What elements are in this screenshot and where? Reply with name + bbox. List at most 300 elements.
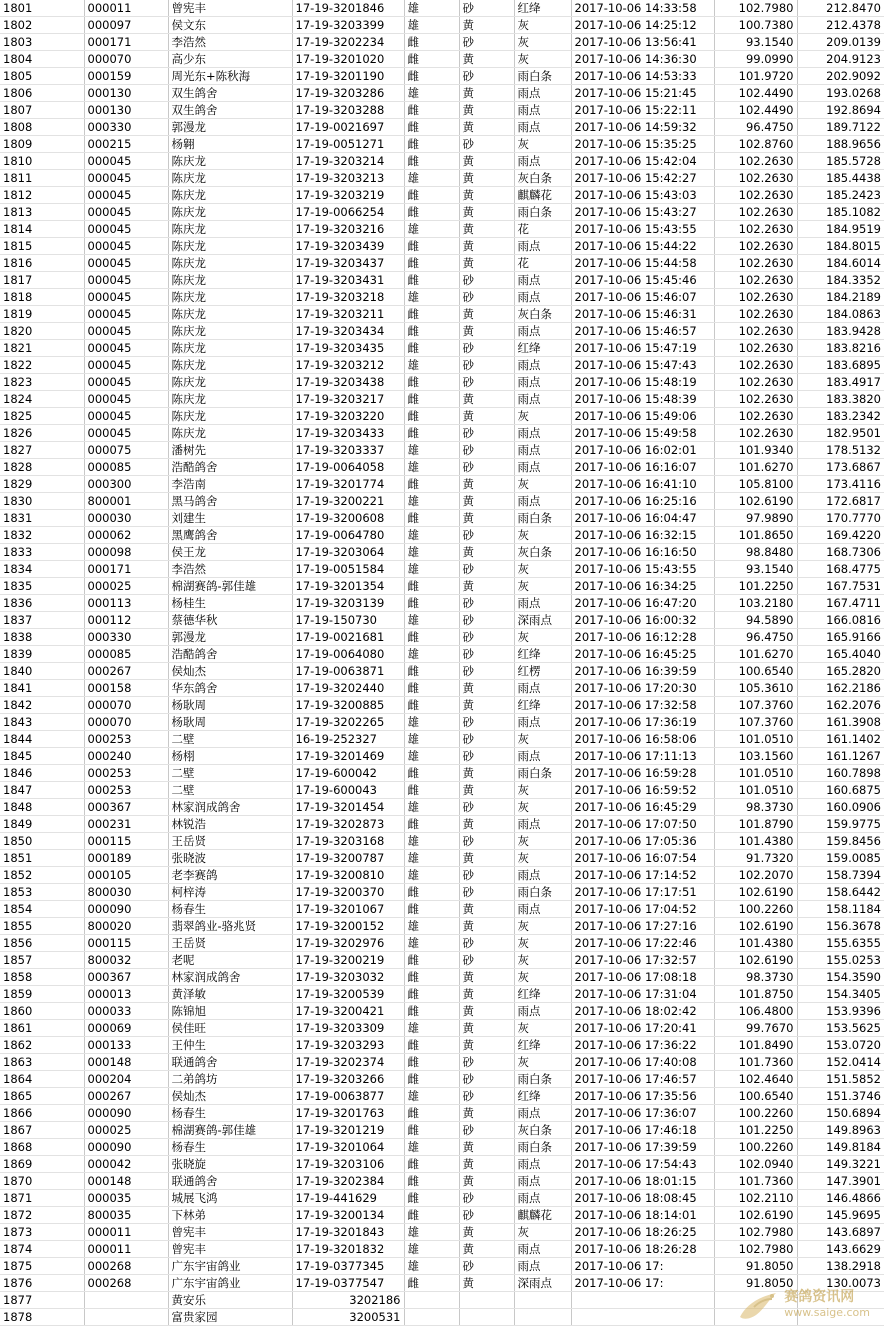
sex-cell: 雌 xyxy=(404,391,459,408)
member-id-cell: 000045 xyxy=(84,306,168,323)
eye-cell xyxy=(459,1292,514,1309)
eye-cell: 砂 xyxy=(459,595,514,612)
arrival-time-cell: 2017-10-06 18:26:25 xyxy=(571,1224,714,1241)
distance-cell: 102.2630 xyxy=(714,408,797,425)
distance-cell xyxy=(714,1292,797,1309)
rank-cell: 1809 xyxy=(0,136,84,153)
ring-number-cell: 17-19-3203438 xyxy=(292,374,404,391)
member-id-cell: 000035 xyxy=(84,1190,168,1207)
rank-cell: 1842 xyxy=(0,697,84,714)
owner-name-cell: 李浩南 xyxy=(168,476,292,493)
sex-cell: 雌 xyxy=(404,153,459,170)
arrival-time-cell: 2017-10-06 15:46:07 xyxy=(571,289,714,306)
eye-cell: 砂 xyxy=(459,68,514,85)
ring-number-cell: 17-19-3201190 xyxy=(292,68,404,85)
table-row xyxy=(0,374,884,391)
speed-cell: 183.9428 xyxy=(797,323,884,340)
eye-cell: 砂 xyxy=(459,714,514,731)
member-id-cell: 000090 xyxy=(84,1139,168,1156)
owner-name-cell: 刘建生 xyxy=(168,510,292,527)
arrival-time-cell: 2017-10-06 16:41:10 xyxy=(571,476,714,493)
feather-color-cell: 红绛 xyxy=(514,697,571,714)
sex-cell: 雌 xyxy=(404,884,459,901)
rank-cell: 1862 xyxy=(0,1037,84,1054)
feather-color-cell: 灰 xyxy=(514,1224,571,1241)
ring-number-cell: 17-19-3203286 xyxy=(292,85,404,102)
sex-cell: 雌 xyxy=(404,782,459,799)
distance-cell: 101.8650 xyxy=(714,527,797,544)
speed-cell: 153.9396 xyxy=(797,1003,884,1020)
feather-color-cell: 花 xyxy=(514,221,571,238)
speed-cell: 138.2918 xyxy=(797,1258,884,1275)
owner-name-cell: 杨耿周 xyxy=(168,697,292,714)
table-row xyxy=(0,1241,884,1258)
feather-color-cell: 雨点 xyxy=(514,714,571,731)
ring-number-cell: 17-19-3203293 xyxy=(292,1037,404,1054)
eye-cell: 黄 xyxy=(459,850,514,867)
distance-cell: 100.2260 xyxy=(714,901,797,918)
arrival-time-cell: 2017-10-06 16:58:06 xyxy=(571,731,714,748)
member-id-cell xyxy=(84,1292,168,1309)
owner-name-cell: 柯梓涛 xyxy=(168,884,292,901)
owner-name-cell: 陈庆龙 xyxy=(168,238,292,255)
member-id-cell: 000011 xyxy=(84,0,168,17)
rank-cell: 1840 xyxy=(0,663,84,680)
sex-cell: 雌 xyxy=(404,680,459,697)
rank-cell: 1801 xyxy=(0,0,84,17)
speed-cell: 212.8470 xyxy=(797,0,884,17)
ring-number-cell: 17-19-3203211 xyxy=(292,306,404,323)
arrival-time-cell: 2017-10-06 18:26:28 xyxy=(571,1241,714,1258)
table-row xyxy=(0,238,884,255)
table-row xyxy=(0,1224,884,1241)
sex-cell: 雌 xyxy=(404,340,459,357)
member-id-cell: 000130 xyxy=(84,85,168,102)
owner-name-cell: 棉湖赛鸽-郭佳雄 xyxy=(168,578,292,595)
distance-cell: 98.3730 xyxy=(714,799,797,816)
eye-cell: 砂 xyxy=(459,833,514,850)
arrival-time-cell: 2017-10-06 15:21:45 xyxy=(571,85,714,102)
owner-name-cell: 陈庆龙 xyxy=(168,204,292,221)
distance-cell: 102.7980 xyxy=(714,1224,797,1241)
arrival-time-cell: 2017-10-06 16:16:07 xyxy=(571,459,714,476)
rank-cell: 1826 xyxy=(0,425,84,442)
sex-cell: 雌 xyxy=(404,697,459,714)
member-id-cell: 000098 xyxy=(84,544,168,561)
member-id-cell: 000045 xyxy=(84,187,168,204)
owner-name-cell: 陈庆龙 xyxy=(168,306,292,323)
owner-name-cell: 陈庆龙 xyxy=(168,374,292,391)
member-id-cell: 000030 xyxy=(84,510,168,527)
feather-color-cell: 红楞 xyxy=(514,663,571,680)
distance-cell: 102.2630 xyxy=(714,323,797,340)
eye-cell: 砂 xyxy=(459,1054,514,1071)
feather-color-cell: 灰 xyxy=(514,731,571,748)
rank-cell: 1863 xyxy=(0,1054,84,1071)
ring-number-cell: 17-19-3202384 xyxy=(292,1173,404,1190)
owner-name-cell: 蔡德华秋 xyxy=(168,612,292,629)
owner-name-cell: 王仲生 xyxy=(168,1037,292,1054)
ring-number-cell: 17-19-3201846 xyxy=(292,0,404,17)
rank-cell: 1808 xyxy=(0,119,84,136)
rank-cell: 1864 xyxy=(0,1071,84,1088)
ring-number-cell: 17-19-3203434 xyxy=(292,323,404,340)
table-row xyxy=(0,1275,884,1292)
arrival-time-cell: 2017-10-06 15:49:06 xyxy=(571,408,714,425)
speed-cell: 183.2342 xyxy=(797,408,884,425)
feather-color-cell: 深雨点 xyxy=(514,612,571,629)
arrival-time-cell: 2017-10-06 15:44:22 xyxy=(571,238,714,255)
table-row xyxy=(0,697,884,714)
rank-cell: 1813 xyxy=(0,204,84,221)
speed-cell: 173.6867 xyxy=(797,459,884,476)
member-id-cell: 000330 xyxy=(84,119,168,136)
member-id-cell: 000112 xyxy=(84,612,168,629)
speed-cell: 143.6629 xyxy=(797,1241,884,1258)
table-row xyxy=(0,1003,884,1020)
rank-cell: 1844 xyxy=(0,731,84,748)
member-id-cell: 000045 xyxy=(84,374,168,391)
table-row xyxy=(0,816,884,833)
arrival-time-cell: 2017-10-06 17:22:46 xyxy=(571,935,714,952)
arrival-time-cell: 2017-10-06 16:00:32 xyxy=(571,612,714,629)
ring-number-cell: 17-19-3200810 xyxy=(292,867,404,884)
feather-color-cell: 雨点 xyxy=(514,289,571,306)
sex-cell: 雌 xyxy=(404,1207,459,1224)
owner-name-cell: 侯佳旺 xyxy=(168,1020,292,1037)
ring-number-cell: 17-19-3203106 xyxy=(292,1156,404,1173)
eye-cell: 黄 xyxy=(459,153,514,170)
table-row xyxy=(0,595,884,612)
speed-cell: 151.3746 xyxy=(797,1088,884,1105)
arrival-time-cell: 2017-10-06 18:02:42 xyxy=(571,1003,714,1020)
eye-cell: 黄 xyxy=(459,1003,514,1020)
table-row xyxy=(0,1173,884,1190)
feather-color-cell: 雨点 xyxy=(514,357,571,374)
feather-color-cell: 雨点 xyxy=(514,442,571,459)
feather-color-cell: 雨点 xyxy=(514,323,571,340)
rank-cell: 1816 xyxy=(0,255,84,272)
member-id-cell: 000045 xyxy=(84,255,168,272)
sex-cell: 雌 xyxy=(404,1156,459,1173)
eye-cell: 黄 xyxy=(459,1037,514,1054)
arrival-time-cell: 2017-10-06 14:33:58 xyxy=(571,0,714,17)
table-row xyxy=(0,255,884,272)
owner-name-cell: 陈庆龙 xyxy=(168,357,292,374)
arrival-time-cell: 2017-10-06 15:22:11 xyxy=(571,102,714,119)
rank-cell: 1825 xyxy=(0,408,84,425)
eye-cell: 黄 xyxy=(459,765,514,782)
sex-cell: 雄 xyxy=(404,544,459,561)
speed-cell: 165.9166 xyxy=(797,629,884,646)
arrival-time-cell: 2017-10-06 16:45:25 xyxy=(571,646,714,663)
ring-number-cell: 17-19-0063877 xyxy=(292,1088,404,1105)
distance-cell: 102.2630 xyxy=(714,170,797,187)
ring-number-cell: 17-19-3201843 xyxy=(292,1224,404,1241)
owner-name-cell: 联通鸽舍 xyxy=(168,1173,292,1190)
feather-color-cell: 雨点 xyxy=(514,425,571,442)
owner-name-cell: 杨春生 xyxy=(168,901,292,918)
owner-name-cell: 陈锦旭 xyxy=(168,1003,292,1020)
arrival-time-cell: 2017-10-06 17:17:51 xyxy=(571,884,714,901)
ring-number-cell: 17-19-3200608 xyxy=(292,510,404,527)
member-id-cell: 000267 xyxy=(84,1088,168,1105)
sex-cell: 雌 xyxy=(404,629,459,646)
rank-cell: 1811 xyxy=(0,170,84,187)
sex-cell: 雄 xyxy=(404,833,459,850)
distance-cell: 101.2250 xyxy=(714,578,797,595)
ring-number-cell: 17-19-3200219 xyxy=(292,952,404,969)
speed-cell: 158.6442 xyxy=(797,884,884,901)
table-row xyxy=(0,714,884,731)
eye-cell: 砂 xyxy=(459,357,514,374)
sex-cell: 雌 xyxy=(404,323,459,340)
member-id-cell: 000115 xyxy=(84,935,168,952)
feather-color-cell: 灰 xyxy=(514,833,571,850)
sex-cell: 雄 xyxy=(404,1224,459,1241)
table-row xyxy=(0,1156,884,1173)
member-id-cell: 000159 xyxy=(84,68,168,85)
ring-number-cell: 17-19-3201454 xyxy=(292,799,404,816)
sex-cell: 雄 xyxy=(404,1020,459,1037)
speed-cell: 130.0073 xyxy=(797,1275,884,1292)
member-id-cell: 000070 xyxy=(84,697,168,714)
ring-number-cell: 17-19-3203064 xyxy=(292,544,404,561)
ring-number-cell: 17-19-441629 xyxy=(292,1190,404,1207)
rank-cell: 1870 xyxy=(0,1173,84,1190)
sex-cell: 雌 xyxy=(404,1275,459,1292)
feather-color-cell: 灰 xyxy=(514,476,571,493)
sex-cell: 雄 xyxy=(404,918,459,935)
member-id-cell: 000115 xyxy=(84,833,168,850)
owner-name-cell: 陈庆龙 xyxy=(168,323,292,340)
member-id-cell: 000033 xyxy=(84,1003,168,1020)
table-row xyxy=(0,459,884,476)
arrival-time-cell: 2017-10-06 15:43:55 xyxy=(571,561,714,578)
arrival-time-cell: 2017-10-06 16:07:54 xyxy=(571,850,714,867)
speed-cell: 143.6897 xyxy=(797,1224,884,1241)
eye-cell: 黄 xyxy=(459,1275,514,1292)
owner-name-cell: 杨春生 xyxy=(168,1139,292,1156)
ring-number-cell: 17-19-3200370 xyxy=(292,884,404,901)
ring-number-cell: 3200531 xyxy=(292,1309,404,1326)
eye-cell: 黄 xyxy=(459,119,514,136)
rank-cell: 1847 xyxy=(0,782,84,799)
eye-cell: 砂 xyxy=(459,1122,514,1139)
table-row xyxy=(0,544,884,561)
table-row xyxy=(0,561,884,578)
arrival-time-cell: 2017-10-06 16:32:15 xyxy=(571,527,714,544)
distance-cell: 98.8480 xyxy=(714,544,797,561)
eye-cell: 黄 xyxy=(459,1173,514,1190)
member-id-cell: 000113 xyxy=(84,595,168,612)
rank-cell: 1829 xyxy=(0,476,84,493)
sex-cell: 雌 xyxy=(404,1037,459,1054)
feather-color-cell: 花 xyxy=(514,255,571,272)
table-row xyxy=(0,748,884,765)
owner-name-cell: 双生鸽舍 xyxy=(168,85,292,102)
distance-cell: 107.3760 xyxy=(714,697,797,714)
speed-cell: 154.3590 xyxy=(797,969,884,986)
speed-cell: 165.4040 xyxy=(797,646,884,663)
feather-color-cell: 灰 xyxy=(514,561,571,578)
ring-number-cell: 3202186 xyxy=(292,1292,404,1309)
speed-cell xyxy=(797,1309,884,1326)
feather-color-cell: 红绛 xyxy=(514,1037,571,1054)
speed-cell: 178.5132 xyxy=(797,442,884,459)
sex-cell: 雌 xyxy=(404,1054,459,1071)
member-id-cell: 000148 xyxy=(84,1173,168,1190)
distance-cell: 93.1540 xyxy=(714,561,797,578)
eye-cell: 砂 xyxy=(459,289,514,306)
eye-cell: 黄 xyxy=(459,204,514,221)
member-id-cell: 000013 xyxy=(84,986,168,1003)
member-id-cell: 000045 xyxy=(84,221,168,238)
sex-cell: 雄 xyxy=(404,799,459,816)
ring-number-cell: 17-19-3203214 xyxy=(292,153,404,170)
distance-cell: 102.4490 xyxy=(714,102,797,119)
table-row xyxy=(0,17,884,34)
table-row xyxy=(0,136,884,153)
eye-cell: 黄 xyxy=(459,901,514,918)
owner-name-cell: 浩酷鸽舍 xyxy=(168,459,292,476)
speed-cell: 146.4866 xyxy=(797,1190,884,1207)
member-id-cell: 000075 xyxy=(84,442,168,459)
speed-cell: 185.5728 xyxy=(797,153,884,170)
eye-cell: 砂 xyxy=(459,884,514,901)
sex-cell: 雌 xyxy=(404,255,459,272)
table-row xyxy=(0,1054,884,1071)
eye-cell: 砂 xyxy=(459,867,514,884)
ring-number-cell: 17-19-3201469 xyxy=(292,748,404,765)
member-id-cell: 000090 xyxy=(84,901,168,918)
arrival-time-cell: 2017-10-06 17:20:41 xyxy=(571,1020,714,1037)
owner-name-cell: 陈庆龙 xyxy=(168,170,292,187)
speed-cell: 159.0085 xyxy=(797,850,884,867)
rank-cell: 1875 xyxy=(0,1258,84,1275)
arrival-time-cell: 2017-10-06 15:48:19 xyxy=(571,374,714,391)
member-id-cell: 000069 xyxy=(84,1020,168,1037)
owner-name-cell: 陈庆龙 xyxy=(168,221,292,238)
member-id-cell: 000045 xyxy=(84,323,168,340)
distance-cell: 102.7980 xyxy=(714,1241,797,1258)
rank-cell: 1830 xyxy=(0,493,84,510)
speed-cell: 192.8694 xyxy=(797,102,884,119)
rank-cell: 1874 xyxy=(0,1241,84,1258)
member-id-cell: 000148 xyxy=(84,1054,168,1071)
arrival-time-cell: 2017-10-06 17:46:57 xyxy=(571,1071,714,1088)
member-id-cell: 800001 xyxy=(84,493,168,510)
table-row xyxy=(0,918,884,935)
rank-cell: 1835 xyxy=(0,578,84,595)
ring-number-cell: 17-19-0066254 xyxy=(292,204,404,221)
table-row xyxy=(0,646,884,663)
rank-cell: 1802 xyxy=(0,17,84,34)
owner-name-cell: 陈庆龙 xyxy=(168,425,292,442)
member-id-cell xyxy=(84,1309,168,1326)
table-row xyxy=(0,408,884,425)
ring-number-cell: 17-19-3203437 xyxy=(292,255,404,272)
owner-name-cell: 周光东+陈秋海 xyxy=(168,68,292,85)
member-id-cell: 000240 xyxy=(84,748,168,765)
table-row xyxy=(0,612,884,629)
arrival-time-cell: 2017-10-06 15:43:03 xyxy=(571,187,714,204)
sex-cell: 雄 xyxy=(404,1241,459,1258)
distance-cell: 97.9890 xyxy=(714,510,797,527)
eye-cell: 砂 xyxy=(459,731,514,748)
table-row xyxy=(0,578,884,595)
table-row xyxy=(0,527,884,544)
rank-cell: 1853 xyxy=(0,884,84,901)
sex-cell: 雌 xyxy=(404,816,459,833)
member-id-cell: 000025 xyxy=(84,1122,168,1139)
table-row xyxy=(0,680,884,697)
speed-cell xyxy=(797,1292,884,1309)
arrival-time-cell: 2017-10-06 17:08:18 xyxy=(571,969,714,986)
arrival-time-cell: 2017-10-06 15:45:46 xyxy=(571,272,714,289)
distance-cell: 102.6190 xyxy=(714,1207,797,1224)
feather-color-cell: 灰白条 xyxy=(514,306,571,323)
speed-cell: 170.7770 xyxy=(797,510,884,527)
table-row xyxy=(0,663,884,680)
rank-cell: 1832 xyxy=(0,527,84,544)
owner-name-cell: 林锐浩 xyxy=(168,816,292,833)
sex-cell: 雄 xyxy=(404,935,459,952)
member-id-cell: 000253 xyxy=(84,731,168,748)
arrival-time-cell: 2017-10-06 17:31:04 xyxy=(571,986,714,1003)
distance-cell: 96.4750 xyxy=(714,119,797,136)
feather-color-cell: 雨白条 xyxy=(514,68,571,85)
rank-cell: 1806 xyxy=(0,85,84,102)
member-id-cell: 000045 xyxy=(84,238,168,255)
owner-name-cell: 下林弟 xyxy=(168,1207,292,1224)
feather-color-cell: 红绛 xyxy=(514,0,571,17)
eye-cell: 黄 xyxy=(459,102,514,119)
member-id-cell: 000070 xyxy=(84,51,168,68)
feather-color-cell: 雨白条 xyxy=(514,1139,571,1156)
speed-cell: 155.0253 xyxy=(797,952,884,969)
eye-cell: 黄 xyxy=(459,986,514,1003)
distance-cell: 102.8760 xyxy=(714,136,797,153)
ring-number-cell: 17-19-3200221 xyxy=(292,493,404,510)
ring-number-cell: 17-19-3201067 xyxy=(292,901,404,918)
table-row xyxy=(0,884,884,901)
feather-color-cell: 雨点 xyxy=(514,1105,571,1122)
feather-color-cell: 雨点 xyxy=(514,272,571,289)
sex-cell: 雄 xyxy=(404,459,459,476)
distance-cell: 102.2630 xyxy=(714,357,797,374)
rank-cell: 1838 xyxy=(0,629,84,646)
feather-color-cell: 红绛 xyxy=(514,646,571,663)
feather-color-cell: 雨点 xyxy=(514,238,571,255)
feather-color-cell: 雨点 xyxy=(514,748,571,765)
speed-cell: 167.7531 xyxy=(797,578,884,595)
eye-cell: 砂 xyxy=(459,799,514,816)
speed-cell: 165.2820 xyxy=(797,663,884,680)
rank-cell: 1814 xyxy=(0,221,84,238)
distance-cell: 102.2630 xyxy=(714,289,797,306)
owner-name-cell: 二壁 xyxy=(168,782,292,799)
sex-cell: 雌 xyxy=(404,1122,459,1139)
rank-cell: 1860 xyxy=(0,1003,84,1020)
distance-cell: 93.1540 xyxy=(714,34,797,51)
speed-cell: 204.9123 xyxy=(797,51,884,68)
eye-cell: 砂 xyxy=(459,952,514,969)
feather-color-cell: 灰 xyxy=(514,952,571,969)
speed-cell: 159.9775 xyxy=(797,816,884,833)
table-row xyxy=(0,187,884,204)
feather-color-cell: 雨白条 xyxy=(514,204,571,221)
